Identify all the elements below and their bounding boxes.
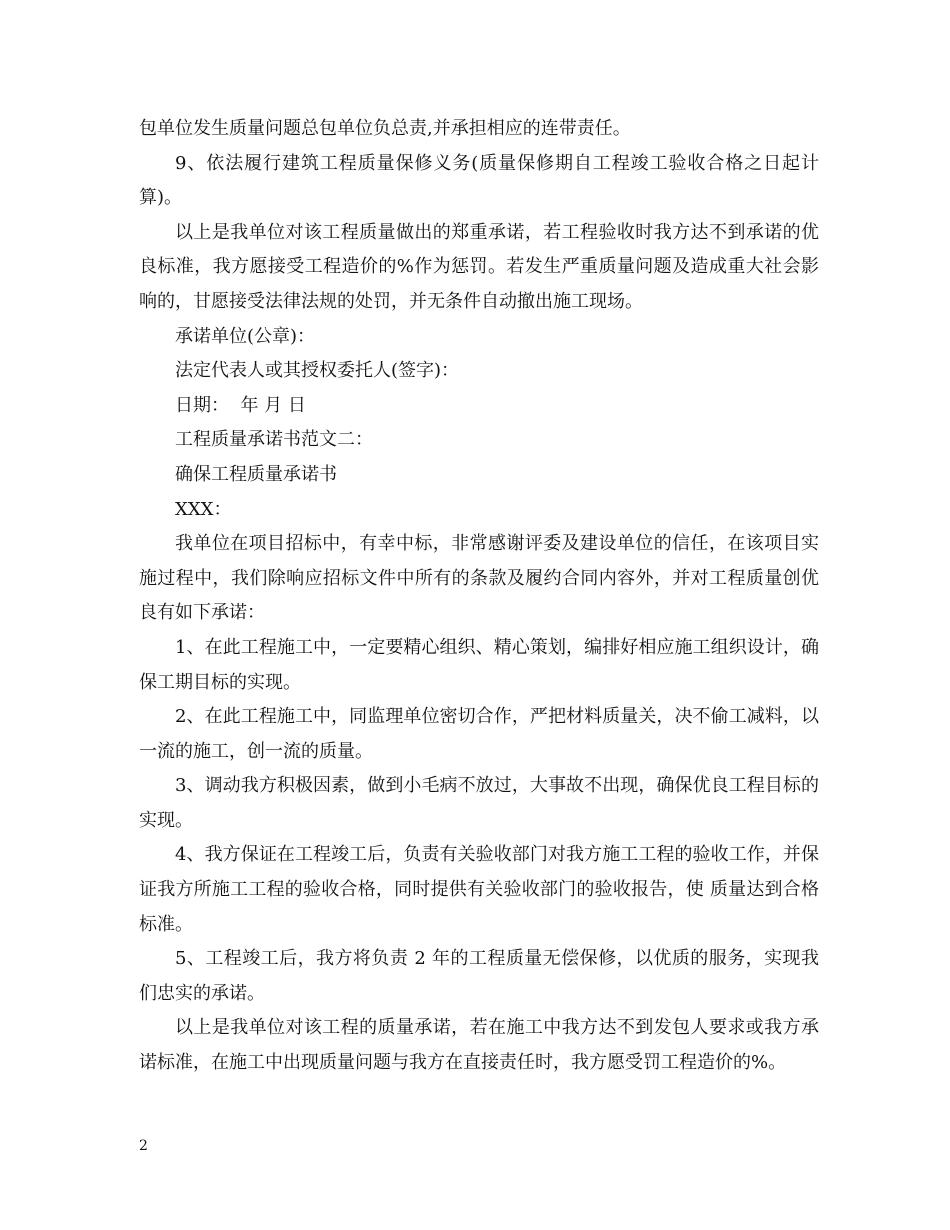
paragraph-item-1: 1、在此工程施工中，一定要精心组织、精心策划，编排好相应施工组织设计，确保工期目标的实现。 <box>139 636 819 693</box>
letter-title: 确保工程质量承诺书 <box>175 463 337 485</box>
paragraph-continuation: 包单位发生质量问题总包单位负总责,并承担相应的连带责任。 <box>139 118 631 139</box>
paragraph-item-5: 5、工程竣工后，我方将负责 2 年的工程质量无偿保修，以优质的服务，实现我们忠实的承诺。 <box>139 948 819 1004</box>
signature-line-date: 日期： 年 月 日 <box>175 394 306 416</box>
signature-line-legal-representative: 法定代表人或其授权委托人(签字)： <box>175 360 460 382</box>
section-heading-sample-two: 工程质量承诺书范文二： <box>175 429 373 451</box>
page-number: 2 <box>139 1138 148 1154</box>
paragraph-closing: 以上是我单位对该工程的质量承诺，若在施工中我方达不到发包人要求或我方承诺标准，在施工中出现质量问题与我方在直接责任时，我方愿受罚工程造价的%。 <box>139 1017 819 1074</box>
document-body <box>139 112 819 1081</box>
letter-salutation: XXX： <box>175 498 232 520</box>
paragraph-intro: 我单位在项目招标中，有幸中标，非常感谢评委及建设单位的信任，在该项目实施过程中，我们除响应招标文件中所有的条款及履约合同内容外，并对工程质量创优良有如下承诺： <box>139 533 819 624</box>
paragraph-item-9: 9、依法履行建筑工程质量保修义务(质量保修期自工程竣工验收合格之日起计算)。 <box>139 152 819 209</box>
paragraph-item-4: 4、我方保证在工程竣工后，负责有关验收部门对我方施工工程的验收工作，并保证我方所施工工程的验收合格，同时提供有关验收部门的验收报告，使 质量达到合格标准。 <box>139 844 819 935</box>
signature-line-company-seal: 承诺单位(公章)： <box>175 325 316 347</box>
paragraph-commitment-summary: 以上是我单位对该工程质量做出的郑重承诺，若工程验收时我方达不到承诺的优良标准，我方愿接受工程造价的%作为惩罚。若发生严重质量问题及造成重大社会影响的，甘愿接受法律法规的处罚，并无条件自动撤出施工现场。 <box>139 221 819 312</box>
paragraph-item-2: 2、在此工程施工中，同监理单位密切合作，严把材料质量关，决不偷工减料，以一流的施工，创一流的质量。 <box>139 706 819 762</box>
paragraph-item-3: 3、调动我方积极因素，做到小毛病不放过，大事故不出现，确保优良工程目标的实现。 <box>139 775 819 831</box>
